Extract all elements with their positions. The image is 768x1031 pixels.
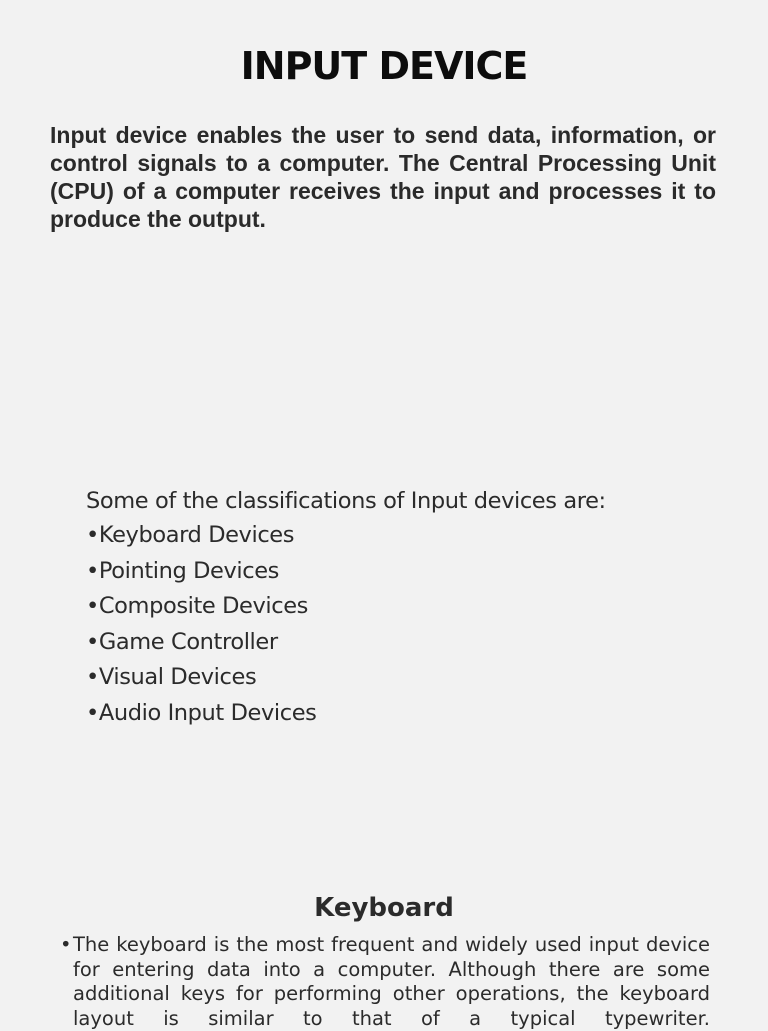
keyboard-paragraph	[60, 933, 710, 1031]
list-item: •Game Controller	[86, 628, 278, 655]
list-item: •Keyboard Devices	[86, 522, 295, 548]
bullet-marker: •	[60, 933, 72, 956]
classification-heading: Some of the classifications of Input devices are:	[86, 488, 606, 514]
page-title: INPUT DEVICE	[240, 44, 528, 88]
intro-paragraph: Input device enables the user to send data, information, or control signals to a computer. The Central Processing Unit (CPU) of a computer receives the input and processes it to produce the output.	[50, 122, 716, 232]
classification-list	[86, 518, 726, 732]
list-item: •Visual Devices	[86, 664, 257, 691]
list-item: •Pointing Devices	[86, 557, 279, 584]
list-item: •Audio Input Devices	[86, 699, 317, 726]
list-item: •Composite Devices	[86, 593, 308, 620]
section-heading-keyboard: Keyboard	[314, 893, 454, 923]
keyboard-text: The keyboard is the most frequent and widely used input device for entering data into a computer. Although there are some additional keys for performing other operations, the keyboard layout is similar to that of a typical typewriter.	[73, 933, 710, 1030]
classification-section	[86, 484, 726, 732]
